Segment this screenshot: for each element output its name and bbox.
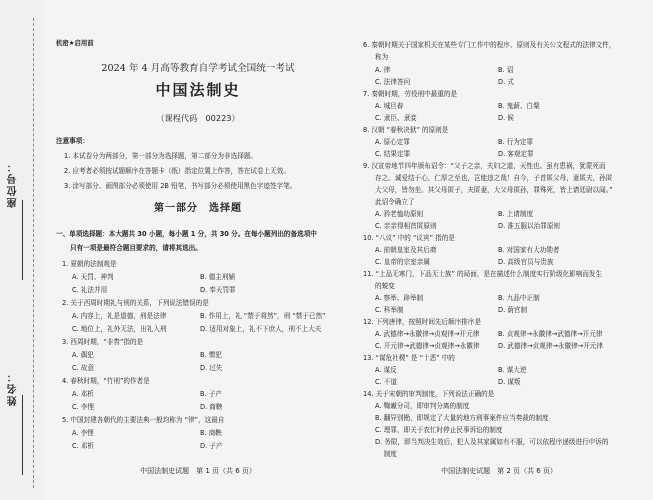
question-stem: 4. 春秋时期，“竹刑”的作者是 <box>62 377 150 385</box>
option-b: B. 九品中正制 <box>498 294 540 302</box>
option-a: A. 律 <box>375 66 391 74</box>
option-a: A. 前朝皇室及其后裔 <box>375 246 437 254</box>
option-d: D. 奉天罚罪 <box>200 286 236 294</box>
option-a: A. 城旦春 <box>375 102 404 110</box>
option-d: D. 过失 <box>200 364 223 372</box>
option-b: B. 上请制度 <box>498 210 534 218</box>
question-stem: 3. 西周时期，“非眚”指的是 <box>62 338 144 346</box>
option-d: D. 务限，即当判决生效后，犯人及其家属如有不服，可以依程序递级进行申诉的 <box>375 438 609 446</box>
option-c: C. 皇帝的宗室亲属 <box>375 258 430 266</box>
option-c: C. 科举制 <box>375 306 404 314</box>
question-stem: 13. “谋危社稷” 是 “十恶” 中的 <box>363 354 455 362</box>
option-c: C. 邓析 <box>72 442 94 450</box>
section-instruction-1: 一、单项选择题：本大题共 30 小题，每小题 1 分，共 30 分。在每小题列出的备选项中 <box>56 230 317 238</box>
notice-title: 注意事项： <box>56 137 89 145</box>
question-stem: 9. 汉宣帝地节四年颁布诏令：“父子之亲，夫妇之道，天性也。虽有患祸，犹蒙死而 <box>363 162 606 170</box>
question-stem: 1. 夏朝的法制观是 <box>62 260 117 268</box>
option-b: B. 鬼薪、白粲 <box>498 102 540 110</box>
confidential-mark: 机密★启用前 <box>56 39 94 47</box>
option-b: B. 惯犯 <box>200 351 222 359</box>
option-d: D. 高级官员与贵族 <box>498 258 554 266</box>
option-d: D. 武德律→贞观律→永徽律→开元律 <box>498 342 603 350</box>
option-b: B. 诏 <box>498 66 514 74</box>
option-d: D. 客观定罪 <box>498 150 534 158</box>
option-c: C. 李悝 <box>72 403 94 411</box>
question-stem: 5. 中国封建各朝代的主要法典一般均称为 “律”，这最自 <box>62 416 225 424</box>
question-stem: 2. 关于西周时期礼与刑的关系，下列说法错误的是 <box>62 299 209 307</box>
option-a: A. 邓析 <box>72 390 94 398</box>
option-a: A. 内容上，礼是道德，刑是法律 <box>72 312 167 320</box>
option-a: A. 矜老恤幼原则 <box>375 210 424 218</box>
name-label: 姓名： <box>8 370 19 406</box>
option-d-cont: 制度 <box>375 450 397 458</box>
notice-1: 1. 本试卷分为两部分，第一部分为选择题，第二部分为非选择题。 <box>64 152 258 160</box>
option-c: C. 隶臣、隶妾 <box>375 114 417 122</box>
option-a: A. 偶犯 <box>72 351 94 359</box>
option-b: B. 贞观律→永徽律→武德律→开元律 <box>498 330 603 338</box>
option-b: B. 行为定罪 <box>498 138 534 146</box>
option-c: C. 地位上，礼外无法，出礼入刑 <box>72 325 167 333</box>
option-a: A. 谋反 <box>375 366 397 374</box>
binding-line <box>33 18 34 488</box>
binding-margin <box>0 0 44 500</box>
option-d: D. 商鞅 <box>200 403 223 411</box>
question-stem: 12. 下列唐律，按照时间先后顺序排序是 <box>363 318 482 326</box>
question-stem: 8. 汉朝 “春秋决狱” 的原则是 <box>363 126 449 134</box>
page-footer: 中国法制史试题 第 1 页（共 6 页） <box>140 467 256 475</box>
option-a: A. 李悝 <box>72 429 94 437</box>
subject-title: 中国法制史 <box>155 81 241 99</box>
option-c: C. 礼法并用 <box>72 286 108 294</box>
option-d: D. 准五服以治罪原则 <box>498 222 561 230</box>
option-d: D. 适用对象上，礼不下庶人，刑不上大夫 <box>200 325 322 333</box>
option-d: D. 式 <box>498 78 514 86</box>
question-stem: 14. 关于宋朝的审判制度，下列说法正确的是 <box>363 390 495 398</box>
seat-number-label: 座位号： <box>8 160 19 208</box>
question-stem: 6. 秦朝时期关于国家机关在某些专门工作中的程序、原则及有关公文程式的法律文件， <box>363 41 616 49</box>
option-c: C. 不道 <box>375 378 397 386</box>
question-stem-cont: 称为 <box>375 53 389 61</box>
option-b: B. 德主刑辅 <box>200 273 236 281</box>
option-c: C. 亲亲得相首匿原则 <box>375 222 437 230</box>
option-b: B. 商鞅 <box>200 429 222 437</box>
option-c: C. 法律答问 <box>375 78 411 86</box>
option-a: A. 鞫谳分司，即审判分离的制度 <box>375 402 470 410</box>
question-stem: 11. “上品无寒门，下品无士族” 的局面，是在描述什么制度实行阶级化影响而发生 <box>363 270 603 278</box>
option-c: C. 理罪，即关于农忙时停止民事诉讼的制度 <box>375 426 503 434</box>
question-stem-cont: 的蜕变 <box>375 282 395 290</box>
exam-title: 2024 年 4 月高等教育自学考试全国统一考试 <box>101 63 295 74</box>
question-stem: 10. “八议” 中的 “议宾” 指的是 <box>363 234 455 242</box>
option-d: D. 候 <box>498 114 514 122</box>
option-d: D. 子产 <box>200 442 223 450</box>
option-c: C. 故意 <box>72 364 94 372</box>
option-d: D. 荫官制 <box>498 306 528 314</box>
option-c: C. 结果定罪 <box>375 150 411 158</box>
option-d: D. 谋叛 <box>498 378 521 386</box>
option-a: A. 察举、辟举制 <box>375 294 424 302</box>
notice-3: 3. 涂写部分、画图部分必须使用 2B 铅笔，书写部分必须使用黑色字迹签字笔。 <box>64 182 297 190</box>
option-a: A. 天罚、神判 <box>72 273 114 281</box>
notice-2: 2. 应考者必须按试题顺序在答题卡（纸）指定位置上作答，答在试卷上无效。 <box>64 167 290 175</box>
question-stem-cont: 此诏令确立了 <box>375 198 415 206</box>
seat-number-field[interactable] <box>22 200 23 280</box>
question-stem-cont: 大父母，皆勿坐。其父母匿子，夫匿妻，大父母匿孙，罪殊死，皆上请廷尉以闻。” <box>375 186 613 194</box>
option-a: A. 武德律→永徽律→贞观律→开元律 <box>375 330 480 338</box>
section-instruction-2: 只有一项是最符合题目要求的，请将其选出。 <box>70 244 202 252</box>
page-footer: 中国法制史试题 第 2 页（共 6 页） <box>441 467 557 475</box>
name-field[interactable] <box>22 395 23 475</box>
option-b: B. 对国家有大功勋者 <box>498 246 560 254</box>
question-stem-cont: 存之。诚爱结于心，仁厚之至也，岂能违之哉！自今，子首匿父母，妻匿夫，孙匿 <box>375 174 613 182</box>
option-b: B. 谋大逆 <box>498 366 527 374</box>
option-b: B. 子产 <box>200 390 222 398</box>
option-b: B. 作用上，礼 “禁于将然”，刑 “禁于已然” <box>200 312 326 320</box>
option-c: C. 开元律→武德律→贞观律→永徽律 <box>375 342 480 350</box>
option-b: B. 翻异别勘，即规定了大量的地方刑事案件应当奏裁的制度 <box>375 414 549 422</box>
question-stem: 7. 秦朝时期，劳役刑中最重的是 <box>363 90 458 98</box>
option-a: A. 原心定罪 <box>375 138 410 146</box>
course-code: （课程代码 00223） <box>156 113 240 123</box>
part-1-title: 第一部分 选择题 <box>154 203 242 214</box>
